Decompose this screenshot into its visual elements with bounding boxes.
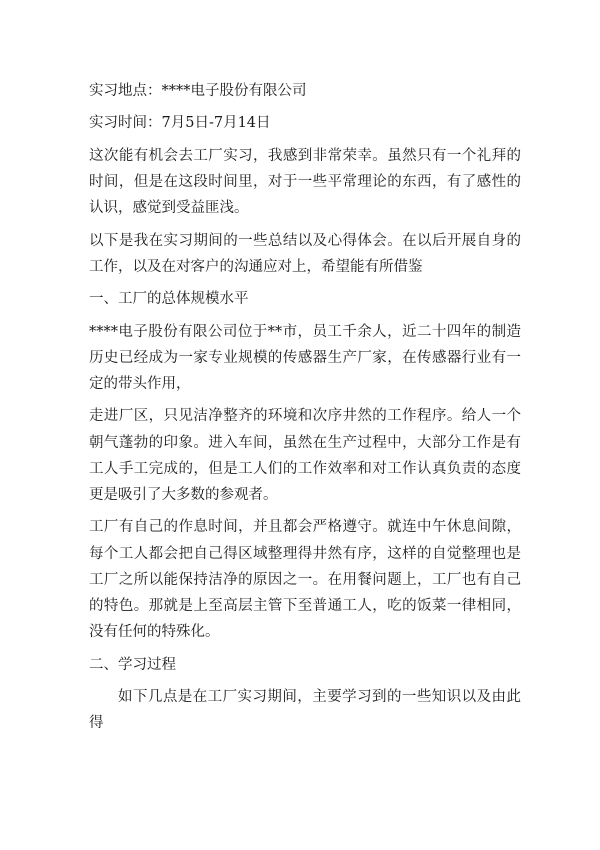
internship-time: 实习时间：7月5日-7月14日 [89, 115, 271, 132]
summary-paragraph: 以下是我在实习期间的一些总结以及心得体会。在以后开展自身的工作，以及在对客户的沟通应对上，希望能有所借鉴 [89, 232, 521, 275]
section-heading-factory-scale: 一、工厂的总体规模水平 [89, 291, 249, 308]
section-heading-learning-process: 二、学习过程 [89, 656, 176, 673]
factory-environment-paragraph: 走进厂区，只见洁净整齐的环境和次序井然的工作程序。给人一个朝气蓬勃的印象。进入车间，虽然在生产过程中，大部分工作是有工人手工完成的，但是工人们的工作效率和对工作认真负责的态度更是吸引了大多数的参观者。 [89, 408, 521, 503]
learning-intro-paragraph: 如下几点是在工厂实习期间，主要学习到的一些知识以及由此得 [89, 688, 521, 732]
internship-location: 实习地点：****电子股份有限公司 [89, 83, 307, 99]
intro-paragraph: 这次能有机会去工厂实习，我感到非常荣幸。虽然只有一个礼拜的时间，但是在这段时间里，对于一些平常理论的东西，有了感性的认识，感觉到受益匪浅。 [89, 147, 521, 217]
document-body [89, 78, 521, 736]
company-overview-paragraph: ****电子股份有限公司位于**市，员工千余人，近二十四年的制造历史已经成为一家专业规模的传感器生产厂家，在传感器行业有一定的带头作用， [89, 323, 521, 392]
work-schedule-paragraph: 工厂有自己的作息时间，并且都会严格遵守。就连中午休息间隙，每个工人都会把自己得区域整理得井然有序，这样的自觉整理也是工厂之所以能保持洁净的原因之一。在用餐问题上，工厂也有自己的特色。那就是上至高层主管下至普通工人，吃的饭菜一律相同，没有任何的特殊化。 [89, 519, 521, 641]
